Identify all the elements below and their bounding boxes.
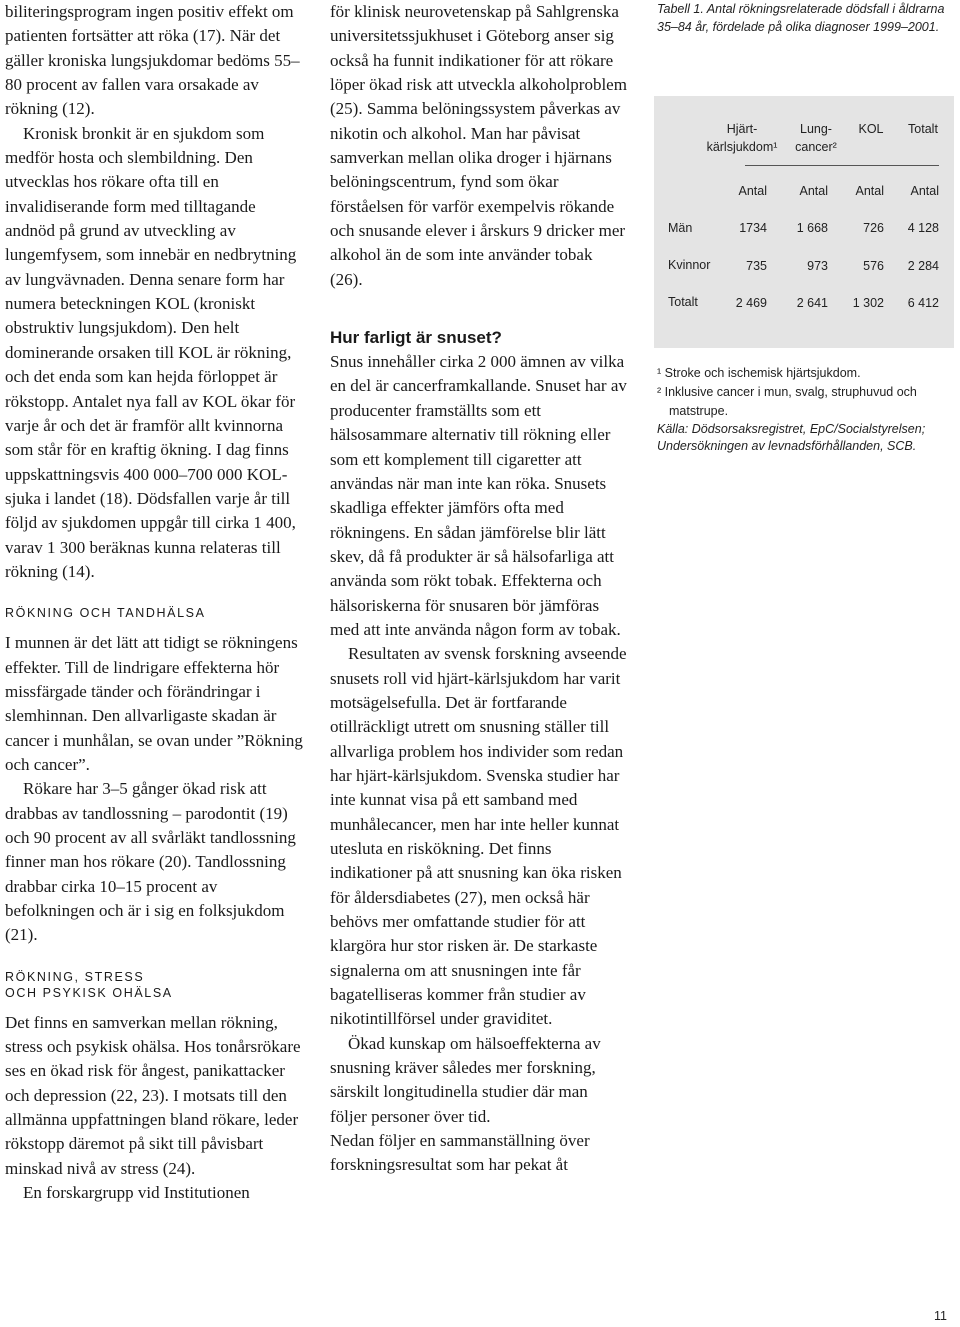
table-caption: Tabell 1. Antal rökningsrelaterade dödsfall i åldrarna 35–84 år, fördelade på olika diagnoser 1999–2001. bbox=[657, 2, 945, 34]
heading-line: RÖKNING, STRESS bbox=[5, 969, 145, 984]
table-cell: 735 bbox=[746, 259, 767, 273]
paragraph: Ökad kunskap om hälsoeffekterna av snusning kräver således mer forskning, särskilt longitudinella studier där man följer personer över tid. bbox=[330, 1033, 601, 1126]
section-heading-snus: Hur farligt är snuset? bbox=[330, 328, 502, 348]
row-label: Kvinnor bbox=[668, 258, 711, 272]
column-header: KOL bbox=[858, 122, 884, 136]
table-cell: 1734 bbox=[739, 221, 767, 235]
column-header: Hjärt- kärlsjukdom¹ bbox=[706, 122, 778, 154]
paragraph: I munnen är det lätt att tidigt se rökningens effekter. Till de lindrigare effekterna hör missfärgade tänder och förändringar i slemhinnan. Den allvarligaste skadan är cancer i munhålan, se ovan under ”Rökning och cancer”. bbox=[5, 633, 303, 774]
footnote: ² Inklusive cancer i mun, svalg, struphuvud och matstrupe. bbox=[657, 385, 917, 418]
text-column-left bbox=[5, 0, 303, 1205]
table-cell: 4 128 bbox=[907, 221, 939, 235]
row-label: Män bbox=[668, 221, 693, 235]
text-column-middle bbox=[330, 0, 628, 1178]
table-cell: 1 668 bbox=[796, 221, 828, 235]
unit-label: Antal bbox=[855, 184, 884, 198]
table-cell: 2 641 bbox=[796, 296, 828, 310]
paragraph: Snus innehåller cirka 2 000 ämnen av vilka en del är cancerframkallande. Snuset har av producenter framställts som ett hälsosammare alternativ till rökning eller som ett komplement till cigaretter att användas när man inte kan röka. Snusets skadliga effekter jämförs ofta med rökningens. En sådan jämförelse blir lätt skev, då få produkter är så hälsofarliga att använda som rökt tobak. Effekterna och hälsoriskerna för snusaren bör jämföras med att inte använda någon form av tobak. bbox=[330, 352, 627, 639]
column-header: Totalt bbox=[908, 122, 938, 136]
paragraph: Kronisk bronkit är en sjukdom som medför hosta och slembildning. Den utvecklas hos rökare ofta till en invalidiserande form med tilltagande andnöd på grund av utveckling av lungemfysem, som innebär en nedbrytning av lungvävnaden. Denna senare form har numera beteckningen KOL (kroniskt obstruktiv lungsjukdom). Den helt dominerande orsaken till KOL är rökning, och det enda som kan hejda förloppet är rökstopp. Antalet nya fall av KOL ökar för varje år och det är framför allt kvinnorna som står för en kraftig ökning. I dag finns uppskattningsvis 400 000–700 000 KOL-sjuka i landet (18). Dödsfallen varje år till följd av sjukdomen uppgår till cirka 1 400, varav 1 300 beräknas kunna relateras till rökning (14). bbox=[5, 123, 297, 581]
row-label: Totalt bbox=[668, 295, 698, 309]
page-number: 11 bbox=[934, 1309, 947, 1323]
paragraph: Rökare har 3–5 gånger ökad risk att drabbas av tandlossning – parodontit (19) och 90 procent av all svårläkt tandlossning finner man hos rökare (20). Tandlossning drabbar cirka 10–15 procent av befolkningen och är i sig en folksjukdom (21). bbox=[5, 779, 296, 945]
paragraph: för klinisk neurovetenskap på Sahlgrenska universitetssjukhuset i Göteborg anser sig också ha funnit indikationer för att rökare löper ökad risk att utveckla alkoholproblem (25). Samma belöningssystem påverkas av nikotin och alkohol. Man har påvisat samverkan mellan olika droger i hjärnans belöningscentrum, fynd som ökar förståelsen för varför exempelvis rökande och snusande elever i årskurs 9 dricker mer alkohol än de som inte använder tobak (26). bbox=[330, 2, 627, 289]
table-cell: 973 bbox=[807, 259, 828, 273]
table-cell: 1 302 bbox=[852, 296, 884, 310]
table-source: Källa: Dödsorsaksregistret, EpC/Socialstyrelsen; Undersökningen av levnadsförhållanden, SCB. bbox=[657, 422, 926, 453]
heading-line: OCH PSYKISK OHÄLSA bbox=[5, 985, 173, 1000]
footnote: ¹ Stroke och ischemisk hjärtsjukdom. bbox=[657, 366, 861, 380]
paragraph: En forskargrupp vid Institutionen bbox=[23, 1183, 250, 1203]
table-cell: 2 469 bbox=[735, 296, 767, 310]
paragraph: Resultaten av svensk forskning avseende snusets roll vid hjärt-kärlsjukdom har varit motsägelsefulla. Det är fortfarande otillräckligt utrett om snusning ställer till allvarliga problem hos individer som redan har hjärt-kärlsjukdom. Svenska studier har inte kunnat visa på ett samband med munhålecancer, men har inte heller kunnat utesluta en riskökning. Det finns indikationer på att snusning kan öka risken för åldersdiabetes (27), men också här behövs mer omfattande studier för att klargöra hur stor risken är. De starkaste signalerna om att snusningen inte får bagatelliseras kommer från studier av nikotintillförsel under graviditet. bbox=[330, 644, 627, 1029]
table-cell: 576 bbox=[863, 259, 884, 273]
paragraph: biliteringsprogram ingen positiv effekt om patienten fortsätter att röka (17). När det gäller kroniska lungsjukdomar bedöms 55–80 procent av fallen vara orsakade av rökning (12). bbox=[5, 2, 300, 119]
section-heading-stress bbox=[5, 969, 303, 1001]
unit-label: Antal bbox=[799, 184, 828, 198]
table-cell: 726 bbox=[863, 221, 884, 235]
table-notes bbox=[657, 364, 955, 455]
section-heading-tandhalsa: RÖKNING OCH TANDHÄLSA bbox=[5, 606, 206, 621]
column-header: Lung- cancer² bbox=[795, 122, 837, 154]
paragraph: Nedan följer en sammanställning över forskningsresultat som har pekat åt bbox=[330, 1131, 590, 1175]
unit-label: Antal bbox=[910, 184, 939, 198]
unit-label: Antal bbox=[738, 184, 767, 198]
table-cell: 6 412 bbox=[907, 296, 939, 310]
paragraph: Det finns en samverkan mellan rökning, stress och psykisk ohälsa. Hos tonårsrökare ses en ökad risk för ångest, panikattacker och depression (22, 23). I motsats till den allmänna uppfattningen bland rökare, leder rökstopp däremot på sikt till påvisbart minskad nivå av stress (24). bbox=[5, 1012, 301, 1178]
header-divider bbox=[745, 165, 939, 166]
table-cell: 2 284 bbox=[907, 259, 939, 273]
data-table bbox=[654, 96, 954, 348]
